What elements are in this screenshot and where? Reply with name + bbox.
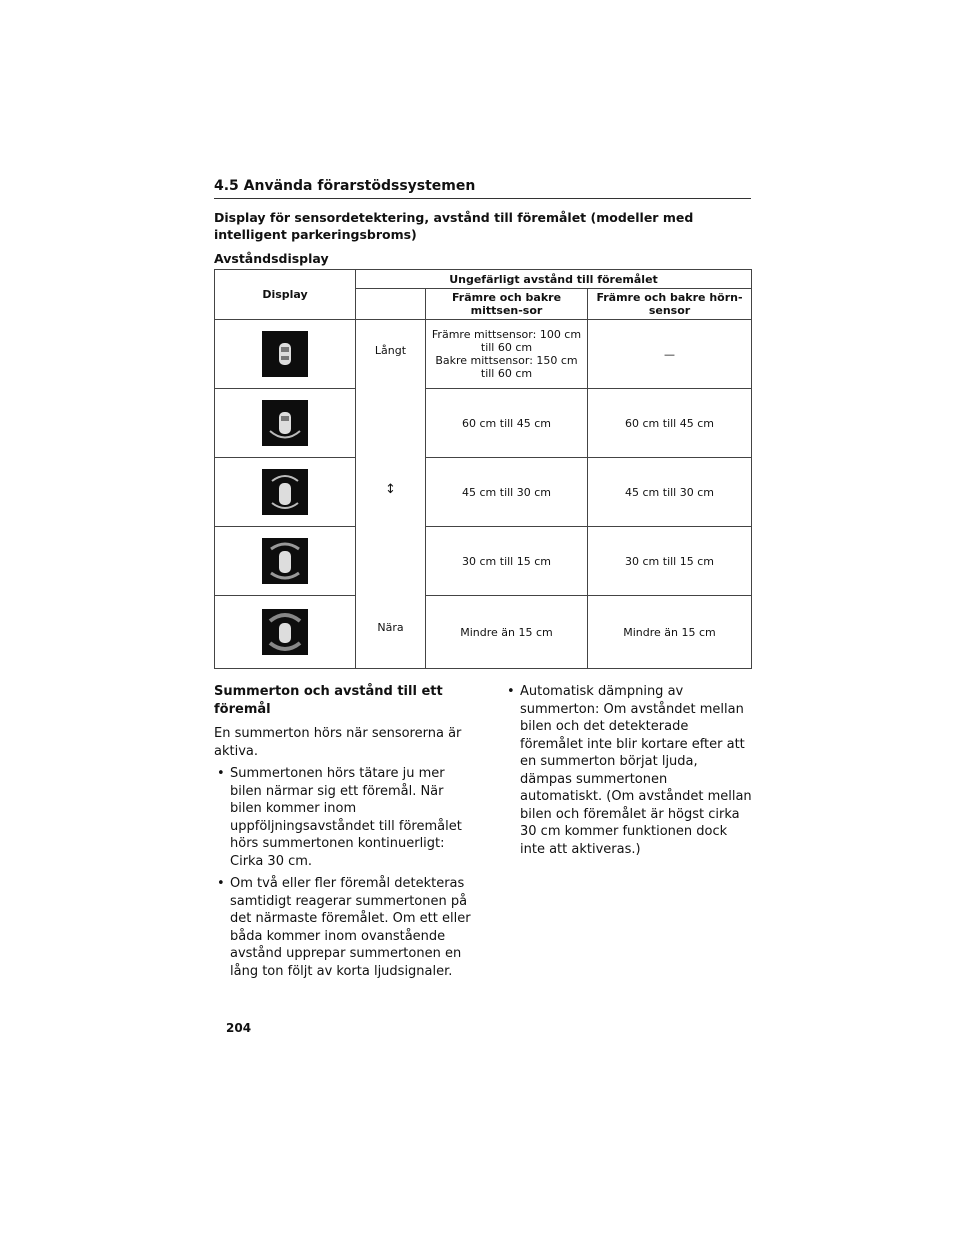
- list-item: • Om två eller fler föremål detekteras samtidigt reagerar summertonen på det närmaste föremålet. Om ett eller båda kommer inom ovanstående avstånd upprepar summertonen en lång ton följt av korta ljudsignaler.: [214, 875, 479, 980]
- parking-sensor-display-icon: [262, 331, 308, 377]
- buzzer-bullet-list: [504, 683, 752, 858]
- center-sensor-cell: 30 cm till 15 cm: [426, 527, 588, 596]
- display-cell: [215, 458, 356, 527]
- table-title: Avståndsdisplay: [214, 251, 329, 266]
- center-sensor-rear: Bakre mittsensor: 150 cm till 60 cm: [435, 354, 578, 380]
- section-header: 4.5 Använda förarstödssystemen: [214, 178, 751, 199]
- distance-far-label: Långt: [374, 344, 407, 357]
- distance-near-label: Nära: [377, 621, 404, 634]
- header-display: Display: [215, 270, 356, 320]
- center-sensor-cell: [426, 320, 588, 389]
- display-cell: [215, 527, 356, 596]
- center-sensor-cell: Mindre än 15 cm: [426, 596, 588, 669]
- corner-sensor-cell: 30 cm till 15 cm: [588, 527, 752, 596]
- buzzer-heading: Summerton och avstånd till ett föremål: [214, 684, 443, 717]
- parking-sensor-display-icon: [262, 538, 308, 584]
- list-item: • Summertonen hörs tätare ju mer bilen närmar sig ett föremål. När bilen kommer inom uppföljningsavståndet till föremålet hörs summertonen kontinuerligt: Cirka 30 cm.: [214, 765, 479, 870]
- header-empty: [356, 289, 426, 320]
- display-cell: [215, 389, 356, 458]
- left-column: [214, 683, 479, 985]
- distance-table: [214, 269, 752, 669]
- parking-sensor-display-icon: [262, 469, 308, 515]
- corner-sensor-cell: 45 cm till 30 cm: [588, 458, 752, 527]
- corner-sensor-cell: —: [588, 320, 752, 389]
- display-cell: [215, 596, 356, 669]
- buzzer-intro: En summerton hörs när sensorerna är aktiva.: [214, 726, 462, 759]
- center-sensor-cell: 45 cm till 30 cm: [426, 458, 588, 527]
- parking-sensor-display-icon: [262, 400, 308, 446]
- header-approx-distance: Ungefärligt avstånd till föremålet: [356, 270, 752, 289]
- corner-sensor-cell: Mindre än 15 cm: [588, 596, 752, 669]
- buzzer-bullet-list: [214, 765, 479, 980]
- page-subtitle: Display för sensordetektering, avstånd till föremålet (modeller med intelligent parkeringsbroms): [214, 210, 694, 242]
- center-sensor-cell: 60 cm till 45 cm: [426, 389, 588, 458]
- right-column: [504, 683, 752, 863]
- header-corner-sensor: Främre och bakre hörn-sensor: [588, 289, 752, 320]
- header-center-sensor: Främre och bakre mittsen-sor: [426, 289, 588, 320]
- distance-arrow-icon: ↕: [385, 482, 396, 497]
- parking-sensor-display-icon: [262, 609, 308, 655]
- page-number: 204: [226, 1021, 252, 1035]
- distance-scale-cell: [356, 320, 426, 669]
- list-item: • Automatisk dämpning av summerton: Om avståndet mellan bilen och det detekterade föremålet inte blir kortare efter att en summerton börjat ljuda, dämpas summertonen automatiskt. (Om avståndet mellan bilen och föremålet är högst cirka 30 cm kommer funktionen dock inte att aktiveras.): [504, 683, 752, 858]
- center-sensor-front: Främre mittsensor: 100 cm till 60 cm: [431, 328, 582, 354]
- corner-sensor-cell: 60 cm till 45 cm: [588, 389, 752, 458]
- display-cell: [215, 320, 356, 389]
